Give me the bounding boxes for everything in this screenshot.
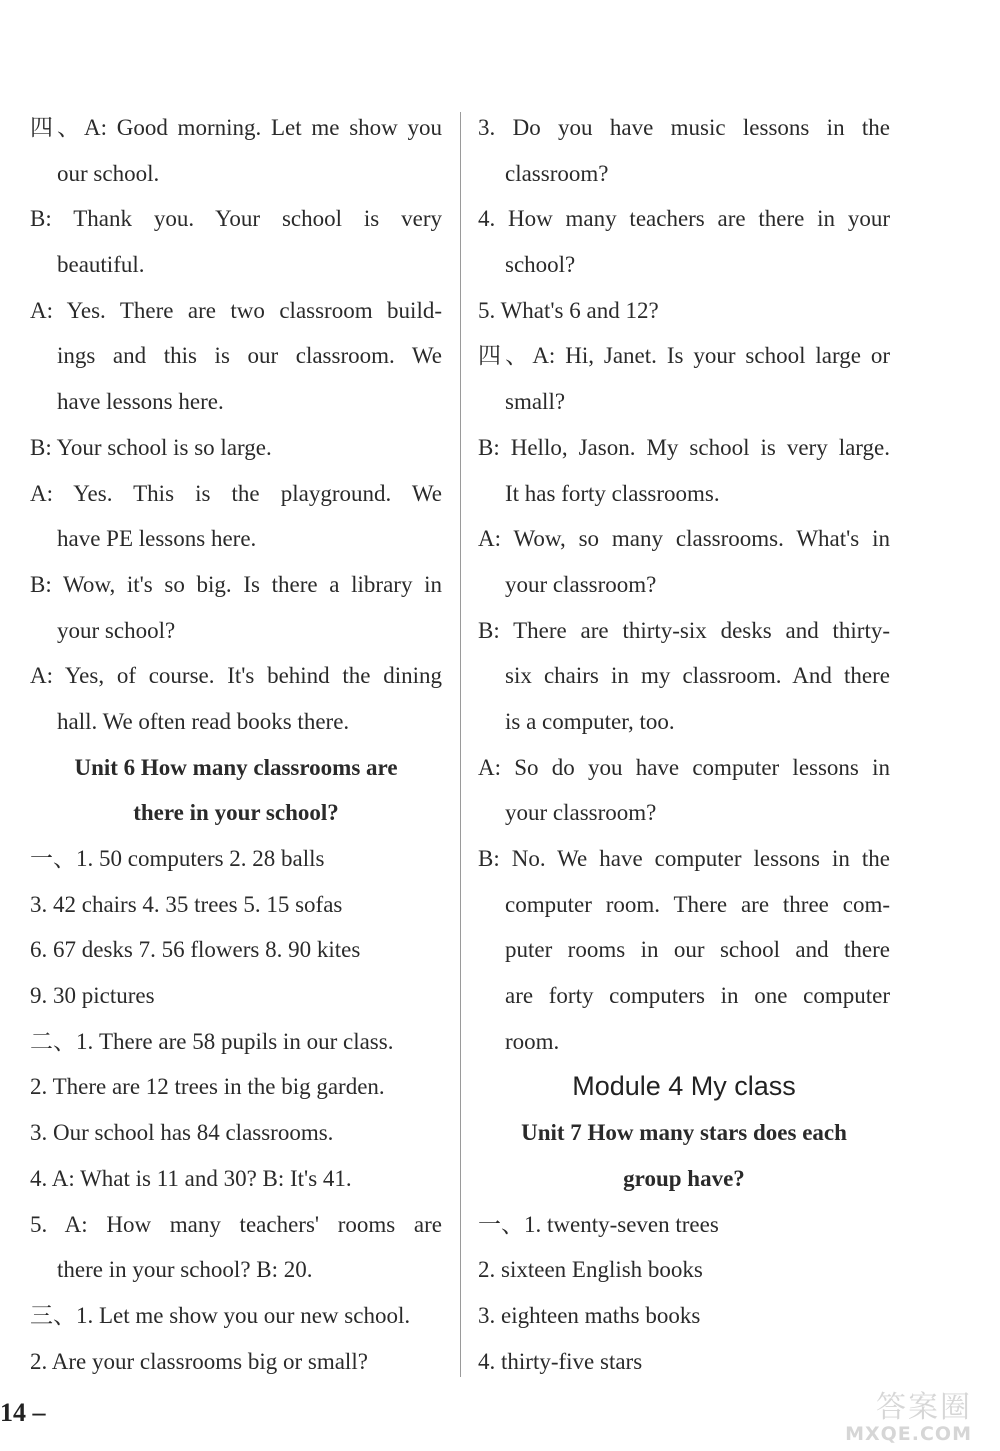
text-line: B: Thank you. Your school is very — [30, 206, 442, 232]
text-line: 6. 67 desks 7. 56 flowers 8. 90 kites — [30, 937, 361, 963]
text-line: A: So do you have computer lessons in — [478, 754, 890, 780]
text-line: B: Wow, it's so big. Is there a library in — [30, 571, 442, 597]
text-line: classroom? — [505, 160, 609, 186]
text-line: there in your school? B: 20. — [57, 1257, 313, 1283]
right-column — [478, 105, 890, 1384]
text-line: Unit 6 How many classrooms are — [74, 754, 398, 780]
text-line: school? — [505, 252, 576, 278]
text-line: 4. A: What is 11 and 30? B: It's 41. — [30, 1165, 352, 1191]
text-line: 2. sixteen English books — [478, 1257, 703, 1283]
text-line: A: Wow, so many classrooms. What's in — [478, 526, 890, 552]
column-divider — [460, 112, 461, 1377]
left-column — [30, 105, 442, 1384]
text-line: are forty computers in one computer — [505, 983, 890, 1009]
text-line: 四、A: Hi, Janet. Is your school large or — [478, 343, 890, 369]
text-line: 三、1. Let me show you our new school. — [30, 1302, 411, 1328]
text-line: 5. A: How many teachers' rooms are — [30, 1211, 442, 1237]
text-line: 3. Our school has 84 classrooms. — [30, 1120, 334, 1146]
text-line: room. — [505, 1028, 560, 1054]
text-line: A: Yes. There are two classroom build- — [30, 297, 442, 323]
text-line: Unit 7 How many stars does each — [521, 1120, 847, 1146]
text-line: hall. We often read books there. — [57, 708, 350, 734]
text-line: 2. Are your classrooms big or small? — [30, 1348, 368, 1374]
watermark-chars: 答案圈 — [876, 1390, 972, 1425]
text-line: A: Yes. This is the playground. We — [30, 480, 442, 506]
text-line: 4. thirty-five stars — [478, 1348, 643, 1374]
text-line: six chairs in my classroom. And there — [505, 663, 890, 689]
text-line: B: Your school is so large. — [30, 434, 272, 460]
text-line: beautiful. — [57, 252, 145, 278]
text-line: B: There are thirty-six desks and thirty- — [478, 617, 890, 643]
page-number: 14 – — [0, 1398, 46, 1427]
text-line: 9. 30 pictures — [30, 983, 155, 1009]
watermark-site: MXQE.COM — [845, 1423, 972, 1445]
text-line: 5. What's 6 and 12? — [478, 297, 659, 323]
text-line: have lessons here. — [57, 389, 224, 415]
text-line: A: Yes, of course. It's behind the dining — [30, 663, 442, 689]
text-line: our school. — [57, 160, 160, 186]
text-line: your classroom? — [505, 571, 657, 597]
text-line: 3. Do you have music lessons in the — [478, 115, 890, 140]
text-line: your school? — [57, 617, 176, 643]
text-line: there in your school? — [133, 800, 339, 826]
text-line: 3. 42 chairs 4. 35 trees 5. 15 sofas — [30, 891, 343, 917]
text-line: your classroom? — [505, 800, 657, 826]
text-line: 一、1. twenty-seven trees — [478, 1211, 719, 1237]
watermark-logo — [802, 1390, 972, 1445]
text-line: puter rooms in our school and there — [505, 937, 890, 963]
text-line: B: Hello, Jason. My school is very large. — [478, 434, 890, 460]
text-line: 2. There are 12 trees in the big garden. — [30, 1074, 385, 1100]
text-line: 4. How many teachers are there in your — [478, 206, 890, 232]
text-line: ings and this is our classroom. We — [57, 343, 442, 369]
text-line: is a computer, too. — [505, 708, 675, 734]
text-line: It has forty classrooms. — [505, 480, 720, 506]
text-line: 3. eighteen maths books — [478, 1302, 701, 1328]
text-line: 四、A: Good morning. Let me show you — [30, 115, 442, 140]
text-line: 二、1. There are 58 pupils in our class. — [30, 1028, 394, 1054]
text-line: computer room. There are three com- — [505, 891, 890, 917]
text-line: small? — [505, 389, 566, 415]
text-line: B: No. We have computer lessons in the — [478, 846, 890, 871]
text-line: 一、1. 50 computers 2. 28 balls — [30, 846, 325, 871]
text-line: have PE lessons here. — [57, 526, 257, 552]
text-line: Module 4 My class — [572, 1071, 796, 1102]
text-line: group have? — [623, 1165, 745, 1191]
